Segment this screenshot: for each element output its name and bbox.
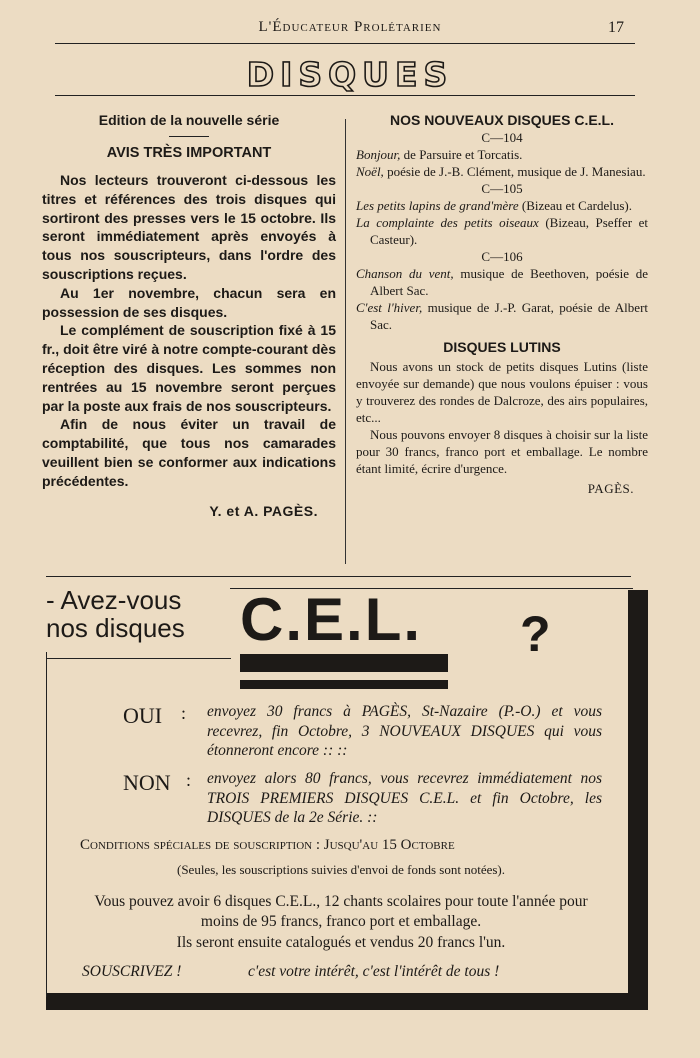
song-title: Noël, bbox=[356, 164, 384, 179]
notice-body bbox=[42, 171, 336, 491]
right-column bbox=[356, 112, 648, 497]
short-divider bbox=[169, 136, 209, 137]
conditions-note: (Seules, les souscriptions suivies d'envoi de fonds sont notées). bbox=[176, 862, 506, 877]
oui-label: OUI bbox=[123, 703, 163, 728]
record-code: C—105 bbox=[481, 181, 523, 196]
page-number: 17 bbox=[608, 19, 624, 36]
lutins-paragraph: Nous avons un stock de petits disques Lutins (liste envoyée sur demande) que nous voulons épuiser : vous y trouverez des rondes de Dalcroze, des airs populaires, etc... bbox=[356, 359, 648, 425]
left-column bbox=[42, 112, 336, 519]
song-entry bbox=[356, 265, 648, 299]
subscribe-callout: SOUSCRIVEZ ! bbox=[82, 963, 182, 980]
lutins-body bbox=[356, 358, 648, 477]
song-detail: (Bizeau, Pseffer et Casteur). bbox=[370, 215, 648, 247]
song-detail: (Bizeau et Cardelus). bbox=[518, 198, 632, 213]
song-entry bbox=[356, 214, 648, 248]
advert-inner-rule bbox=[46, 658, 231, 659]
catalogue-line: Ils seront ensuite catalogués et vendus 20 francs l'un. bbox=[176, 934, 506, 951]
lutins-signature: PAGÈS. bbox=[587, 481, 634, 496]
column-divider bbox=[345, 119, 346, 564]
song-detail: musique de J.-P. Garat, poésie de Albert Sac. bbox=[370, 300, 649, 332]
header-rule bbox=[55, 43, 635, 44]
record-code: C—104 bbox=[481, 130, 523, 145]
notice-signature: Y. et A. PAGÈS. bbox=[209, 502, 318, 519]
title-rule bbox=[55, 95, 635, 96]
subscription-conditions: Conditions spéciales de souscription : Jusqu'au 15 Octobre bbox=[80, 837, 455, 853]
running-head: L'Éducateur Prolétarien bbox=[258, 19, 442, 35]
record-code: C—106 bbox=[481, 249, 523, 264]
logo-bar bbox=[240, 654, 448, 672]
song-title: Chanson du vent, bbox=[356, 266, 454, 281]
song-entry bbox=[356, 299, 648, 333]
logo-bar bbox=[240, 680, 448, 689]
advert-top-rule bbox=[46, 576, 631, 577]
question-mark: ? bbox=[520, 606, 551, 662]
song-title: C'est l'hiver, bbox=[356, 300, 423, 315]
advert-question-line1: - Avez-vous bbox=[46, 585, 182, 615]
lutins-heading: DISQUES LUTINS bbox=[443, 339, 561, 355]
offer-text: Vous pouvez avoir 6 disques C.E.L., 12 chants scolaires pour toute l'année pour moins de 95 francs, franco port et emballage. bbox=[94, 893, 588, 930]
page-title: DISQUES bbox=[246, 55, 454, 94]
notice-paragraph: Au 1er novembre, chacun sera en possession de ses disques. bbox=[42, 284, 336, 320]
advert-question-line2: nos disques bbox=[46, 613, 185, 643]
song-entry bbox=[356, 146, 648, 163]
song-entry bbox=[356, 197, 648, 214]
non-label: NON bbox=[123, 770, 171, 795]
oui-colon: : bbox=[181, 703, 187, 723]
non-colon: : bbox=[186, 770, 192, 790]
new-records-heading: NOS NOUVEAUX DISQUES C.E.L. bbox=[389, 112, 615, 128]
subscribe-tagline: c'est votre intérêt, c'est l'intérêt de tous ! bbox=[248, 963, 500, 980]
song-title: Les petits lapins de grand'mère bbox=[356, 198, 519, 213]
notice-paragraph: Nos lecteurs trouveront ci-dessous les titres et références des trois disques qui sortiront des presses vers le 15 octobre. Ils seront immédiatement après envoyés à tous nos souscripteurs, dans l'ordre des souscriptions reçues. bbox=[42, 172, 336, 282]
song-title: Bonjour, bbox=[356, 147, 401, 162]
important-notice-heading: AVIS TRÈS IMPORTANT bbox=[106, 145, 272, 161]
lutins-paragraph: Nous pouvons envoyer 8 disques à choisir sur la liste pour 30 francs, franco port et emballage. Le nombre étant limité, écrire d'urgence. bbox=[356, 427, 648, 476]
song-title: La complainte des petits oiseaux bbox=[356, 215, 539, 230]
edition-subtitle: Edition de la nouvelle série bbox=[98, 112, 280, 128]
song-detail: musique de Beethoven, poésie de Albert Sac. bbox=[370, 266, 648, 298]
notice-paragraph: Afin de nous éviter un travail de comptabilité, que tous nos camarades veuillent bien se conformer aux indications précédentes. bbox=[42, 416, 336, 489]
song-entry bbox=[356, 163, 648, 180]
song-detail: poésie de J.-B. Clément, musique de J. Manesiau. bbox=[383, 164, 646, 179]
notice-paragraph: Le complément de souscription fixé à 15 fr., doit être viré à notre compte-courant dès réception des disques. Les sommes non rentrées au 15 novembre seront perçues par la poste aux frais de nos souscripteurs. bbox=[42, 322, 336, 414]
song-detail: de Parsuire et Torcatis. bbox=[400, 147, 523, 162]
non-text: envoyez alors 80 francs, vous recevrez immédiatement nos TROIS PREMIERS DISQUES C.E.L. et fin Octobre, les DISQUES de la 2e Série. :: bbox=[207, 770, 602, 826]
oui-text: envoyez 30 francs à PAGÈS, St-Nazaire (P.-O.) et vous recevrez, fin Octobre, 3 NOUVEAUX DISQUES qui vous étonneront encore :: :: bbox=[207, 703, 602, 759]
brand-logo: C.E.L. bbox=[240, 586, 423, 653]
